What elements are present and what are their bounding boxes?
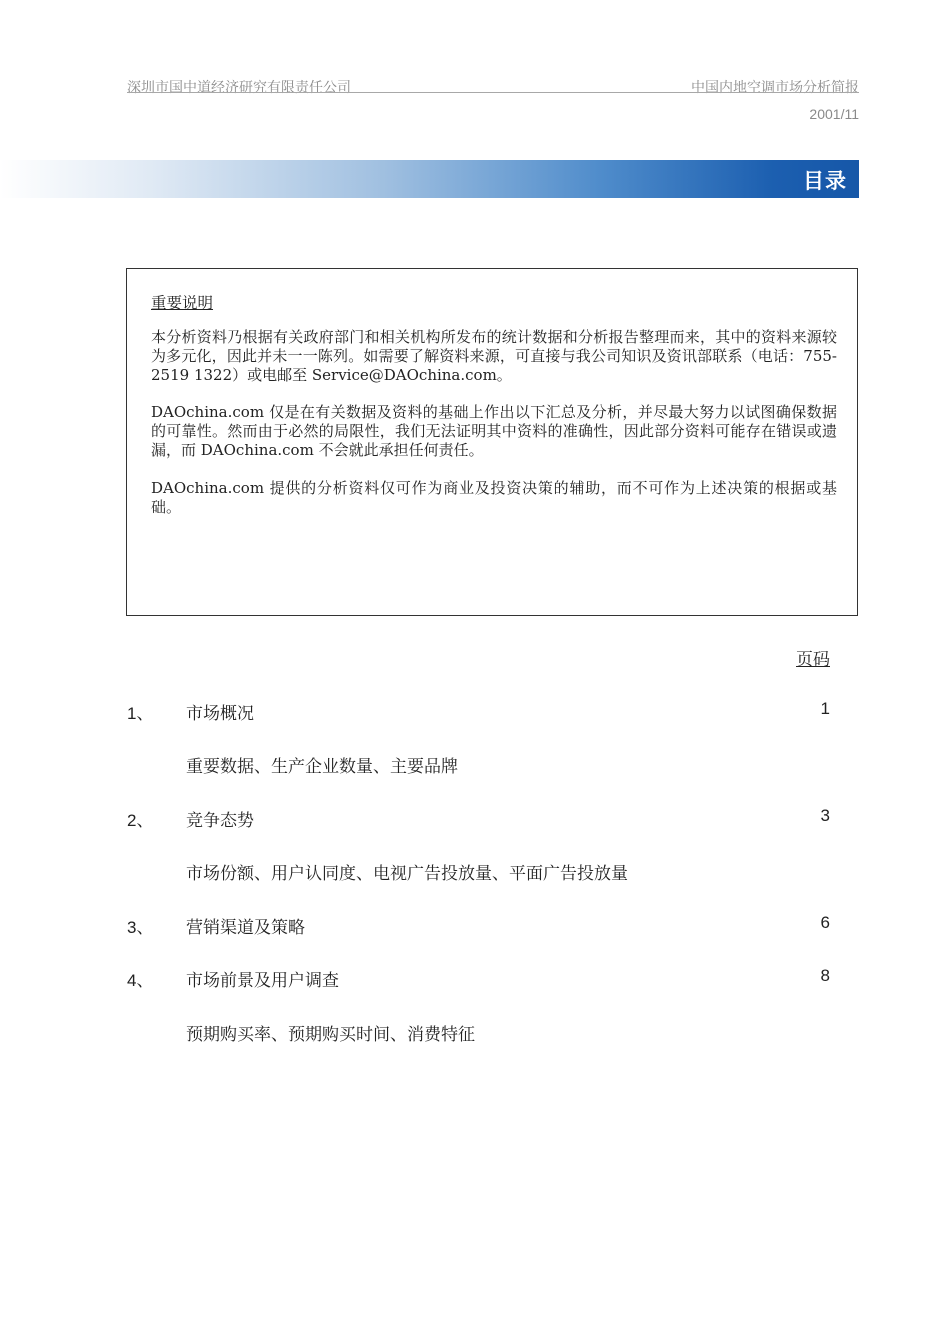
- toc-number-1: 1、: [127, 704, 154, 723]
- notice-paragraph-3: DAOchina.com 提供的分析资料仅可作为商业及投资决策的辅助，而不可作为上述决策的根据或基础。: [151, 479, 837, 516]
- toc-number-4: 4、: [127, 971, 154, 990]
- header-company: 深圳市国中道经济研究有限责任公司: [127, 80, 351, 96]
- header-report-title: 中国内地空调市场分析简报: [691, 80, 859, 96]
- toc-page-1: 1: [820, 699, 830, 718]
- header-date: 2001/11: [809, 106, 859, 122]
- toc-title-2[interactable]: 竞争态势: [186, 811, 254, 831]
- toc-page-4: 8: [820, 966, 830, 985]
- toc-page-2: 3: [820, 806, 830, 825]
- notice-paragraph-1: 本分析资料乃根据有关政府部门和相关机构所发布的统计数据和分析报告整理而来，其中的资料来源较为多元化，因此并未一一陈列。如需要了解资料来源，可直接与我公司知识及资讯部联系（电话：755-2519 1322）或电邮至 Service@DAOchina.com。: [151, 328, 837, 384]
- section-banner: [0, 160, 859, 198]
- toc-title-1[interactable]: 市场概况: [186, 704, 254, 724]
- toc-subtitle-4: 预期购买率、预期购买时间、消费特征: [186, 1025, 475, 1045]
- header-rule: [127, 92, 859, 93]
- toc-title-3[interactable]: 营销渠道及策略: [186, 918, 305, 938]
- toc-number-3: 3、: [127, 918, 154, 937]
- notice-box: [126, 268, 858, 616]
- notice-paragraph-2: DAOchina.com 仅是在有关数据及资料的基础上作出以下汇总及分析，并尽最大努力以试图确保数据的可靠性。然而由于必然的局限性，我们无法证明其中资料的准确性，因此部分资料可能存在错误或遗漏，而 DAOchina.com 不会就此承担任何责任。: [151, 403, 837, 459]
- toc-title-4[interactable]: 市场前景及用户调查: [186, 971, 339, 991]
- notice-title: 重要说明: [151, 294, 214, 312]
- toc-page-3: 6: [820, 913, 830, 932]
- toc-subtitle-2: 市场份额、用户认同度、电视广告投放量、平面广告投放量: [186, 864, 628, 884]
- banner-title: 目录: [803, 169, 847, 193]
- page-column-label: 页码: [796, 650, 830, 670]
- toc-number-2: 2、: [127, 811, 154, 830]
- toc-subtitle-1: 重要数据、生产企业数量、主要品牌: [186, 757, 458, 777]
